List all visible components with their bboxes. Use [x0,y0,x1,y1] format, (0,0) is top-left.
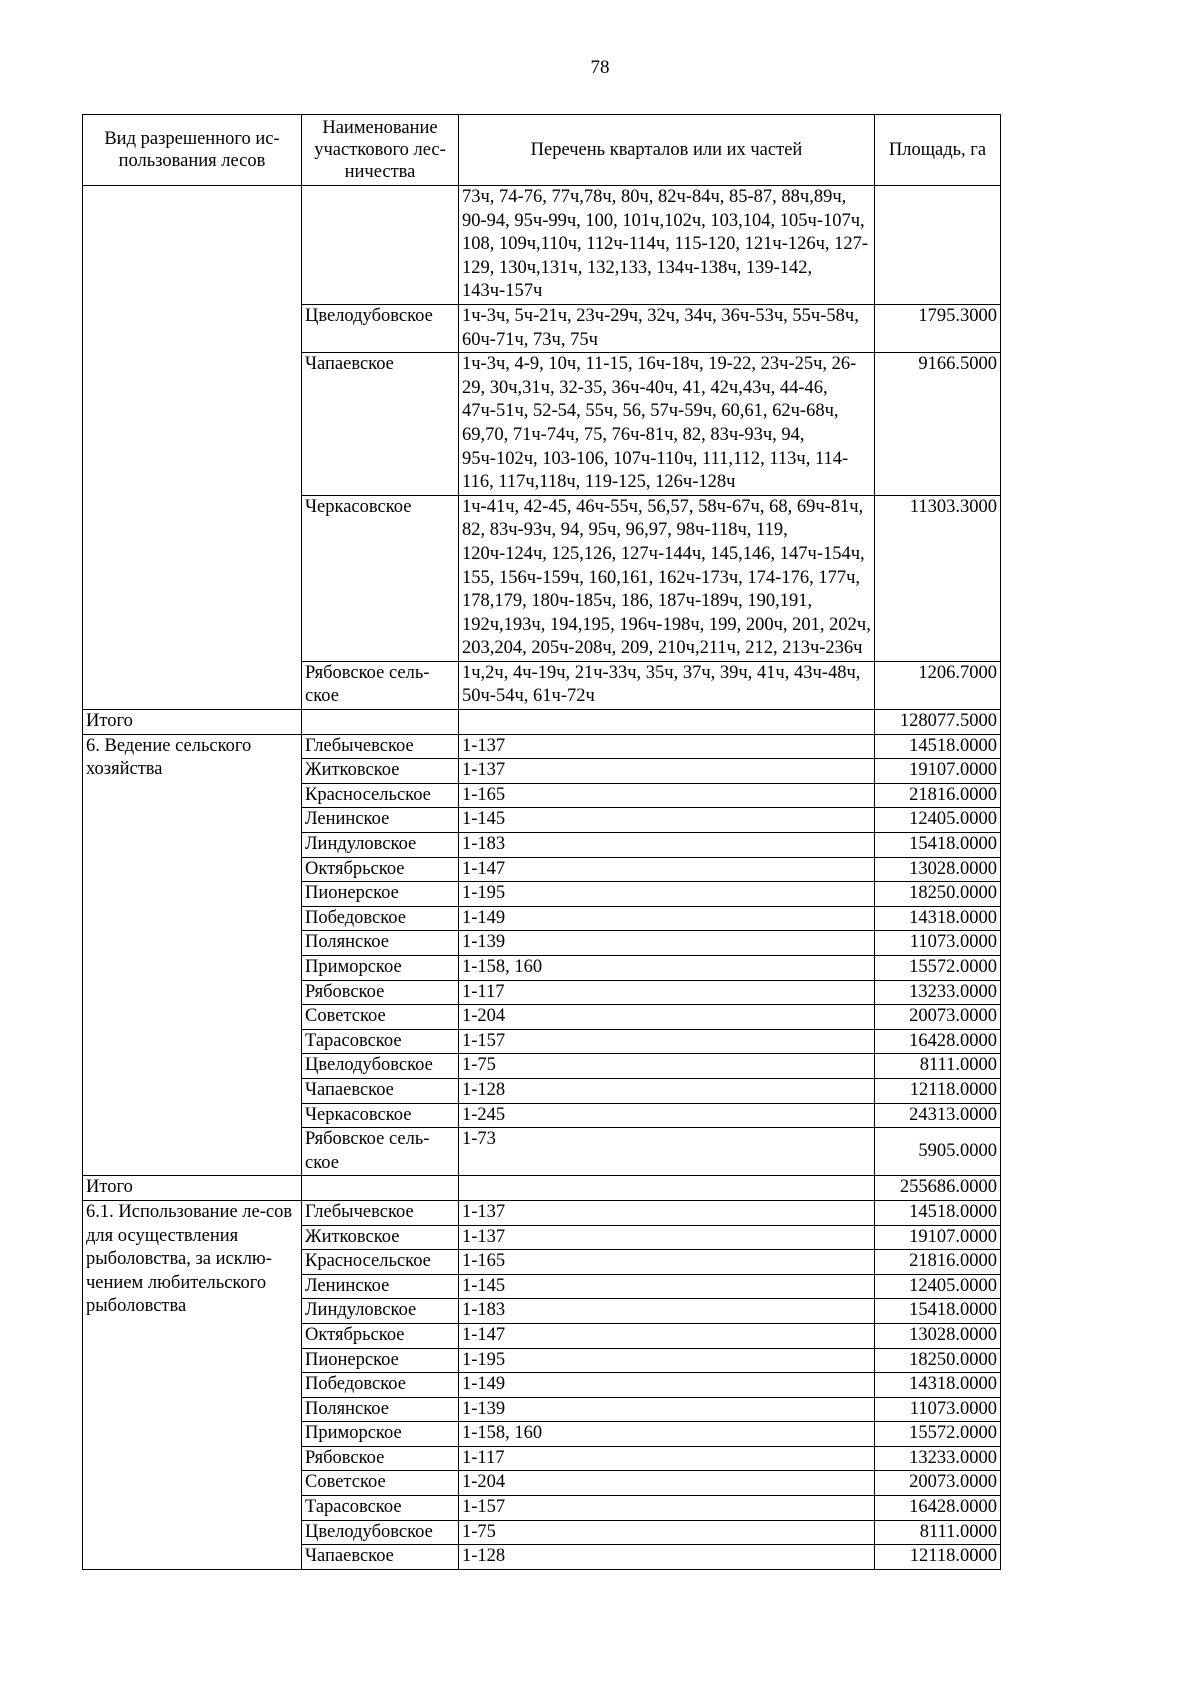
total-area: 255686.0000 [875,1176,1001,1201]
page-number: 78 [590,57,610,78]
forestry-cell: Глебычевское [302,1200,459,1225]
forestry-cell: Житковское [302,1225,459,1250]
quarters-cell: 1-139 [459,1397,875,1422]
area-cell: 24313.0000 [875,1103,1001,1128]
area-cell: 12118.0000 [875,1078,1001,1103]
table-row [83,186,1001,305]
total-row [83,710,1001,735]
forestry-cell: Линдуловское [302,833,459,858]
use-type-cell [83,186,302,710]
area-cell: 13028.0000 [875,857,1001,882]
area-cell [875,186,1001,305]
forestry-cell: Октябрьское [302,1323,459,1348]
quarters-cell: 1ч-41ч, 42-45, 46ч-55ч, 56,57, 58ч-67ч, 68, 69ч-81ч, 82, 83ч-93ч, 94, 95ч, 96,97, 98ч-118ч, 119, 120ч-124ч, 125,126, 127ч-144ч, 145,146, 147ч-154ч, 155, 156ч-159ч, 160,161, 162ч-173ч, 174-176, 177ч, 178,179, 180ч-185ч, 186, 187ч-189ч, 190,191, 192ч,193ч, 194,195, 196ч-198ч, 199, 200ч, 201, 202ч, 203,204, 205ч-208ч, 209, 210ч,211ч, 212, 213ч-236ч [459,495,875,661]
area-cell: 9166.5000 [875,353,1001,496]
area-cell: 1795.3000 [875,304,1001,352]
quarters-cell: 1-145 [459,1274,875,1299]
quarters-cell: 1-157 [459,1029,875,1054]
forestry-cell: Рябовское сель-ское [302,661,459,709]
quarters-cell: 1-158, 160 [459,1422,875,1447]
area-cell: 13028.0000 [875,1323,1001,1348]
header-use-type: Вид разрешенного ис-пользования лесов [83,115,302,186]
area-cell: 11303.3000 [875,495,1001,661]
forestry-cell: Линдуловское [302,1299,459,1324]
quarters-cell: 1-117 [459,980,875,1005]
forestry-cell: Ленинское [302,808,459,833]
forestry-cell: Тарасовское [302,1496,459,1521]
forestry-cell: Рябовское сель-ское [302,1128,459,1176]
total-empty-quarters [459,710,875,735]
forestry-cell: Рябовское [302,1446,459,1471]
forestry-cell: Ленинское [302,1274,459,1299]
forestry-cell: Советское [302,1005,459,1030]
quarters-cell: 1-128 [459,1078,875,1103]
total-empty-forestry [302,1176,459,1201]
table-header-row [83,115,1001,186]
area-cell: 11073.0000 [875,1397,1001,1422]
area-cell: 15418.0000 [875,1299,1001,1324]
quarters-cell: 1-139 [459,931,875,956]
forestry-cell: Житковское [302,759,459,784]
quarters-cell: 1-158, 160 [459,956,875,981]
quarters-cell: 1-204 [459,1471,875,1496]
quarters-cell: 1-149 [459,906,875,931]
quarters-cell: 1-147 [459,1323,875,1348]
forestry-cell: Цвелодубовское [302,1520,459,1545]
quarters-cell: 1-75 [459,1520,875,1545]
area-cell: 15572.0000 [875,956,1001,981]
quarters-cell: 1ч,2ч, 4ч-19ч, 21ч-33ч, 35ч, 37ч, 39ч, 41ч, 43ч-48ч, 50ч-54ч, 61ч-72ч [459,661,875,709]
quarters-cell: 1-195 [459,1348,875,1373]
area-cell: 15418.0000 [875,833,1001,858]
quarters-cell: 1-137 [459,1200,875,1225]
forestry-cell: Чапаевское [302,1078,459,1103]
forestry-cell: Чапаевское [302,1545,459,1570]
quarters-cell: 1-165 [459,1250,875,1275]
total-area: 128077.5000 [875,710,1001,735]
forestry-cell: Черкасовское [302,1103,459,1128]
quarters-cell: 1-204 [459,1005,875,1030]
area-cell: 21816.0000 [875,1250,1001,1275]
quarters-cell: 1-149 [459,1373,875,1398]
area-cell: 11073.0000 [875,931,1001,956]
forest-use-table [82,114,1001,1570]
quarters-cell: 1-117 [459,1446,875,1471]
area-cell: 20073.0000 [875,1471,1001,1496]
forestry-cell: Чапаевское [302,353,459,496]
forestry-cell: Рябовское [302,980,459,1005]
area-cell: 14318.0000 [875,906,1001,931]
area-cell: 13233.0000 [875,1446,1001,1471]
forestry-cell: Приморское [302,956,459,981]
forestry-cell: Пионерское [302,882,459,907]
forestry-cell: Черкасовское [302,495,459,661]
quarters-cell: 1-147 [459,857,875,882]
quarters-cell: 1-75 [459,1054,875,1079]
quarters-cell: 1ч-3ч, 5ч-21ч, 23ч-29ч, 32ч, 34ч, 36ч-53ч, 55ч-58ч, 60ч-71ч, 73ч, 75ч [459,304,875,352]
use-type-cell: 6. Ведение сельского хозяйства [83,734,302,1176]
quarters-cell: 1-183 [459,1299,875,1324]
area-cell: 18250.0000 [875,882,1001,907]
quarters-cell: 1-73 [459,1128,875,1176]
table-body [83,186,1001,1570]
forestry-cell: Красносельское [302,783,459,808]
area-cell: 16428.0000 [875,1029,1001,1054]
forestry-cell: Полянское [302,931,459,956]
forestry-cell [302,186,459,305]
quarters-cell: 1-195 [459,882,875,907]
area-cell: 12405.0000 [875,1274,1001,1299]
area-cell: 13233.0000 [875,980,1001,1005]
header-forestry: Наименование участкового лес-ничества [302,115,459,186]
area-cell: 16428.0000 [875,1496,1001,1521]
header-area: Площадь, га [875,115,1001,186]
use-type-cell: 6.1. Использование ле-сов для осуществления рыболовства, за исклю-чением любительского рыболовства [83,1200,302,1569]
quarters-cell: 73ч, 74-76, 77ч,78ч, 80ч, 82ч-84ч, 85-87, 88ч,89ч, 90-94, 95ч-99ч, 100, 101ч,102ч, 103,104, 105ч-107ч, 108, 109ч,110ч, 112ч-114ч, 115-120, 121ч-126ч, 127-129, 130ч,131ч, 132,133, 134ч-138ч, 139-142, 143ч-157ч [459,186,875,305]
quarters-cell: 1-128 [459,1545,875,1570]
forestry-cell: Полянское [302,1397,459,1422]
forestry-cell: Советское [302,1471,459,1496]
forestry-cell: Цвелодубовское [302,304,459,352]
total-label: Итого [83,710,302,735]
area-cell: 14318.0000 [875,1373,1001,1398]
area-cell: 5905.0000 [875,1128,1001,1176]
area-cell: 8111.0000 [875,1054,1001,1079]
quarters-cell: 1-137 [459,1225,875,1250]
header-quarters: Перечень кварталов или их частей [459,115,875,186]
area-cell: 1206.7000 [875,661,1001,709]
forestry-cell: Победовское [302,906,459,931]
area-cell: 8111.0000 [875,1520,1001,1545]
forestry-cell: Пионерское [302,1348,459,1373]
quarters-cell: 1-245 [459,1103,875,1128]
table-row [83,1200,1001,1225]
total-empty-quarters [459,1176,875,1201]
area-cell: 15572.0000 [875,1422,1001,1447]
area-cell: 14518.0000 [875,734,1001,759]
quarters-cell: 1ч-3ч, 4-9, 10ч, 11-15, 16ч-18ч, 19-22, 23ч-25ч, 26-29, 30ч,31ч, 32-35, 36ч-40ч, 41, 42ч,43ч, 44-46, 47ч-51ч, 52-54, 55ч, 56, 57ч-59ч, 60,61, 62ч-68ч, 69,70, 71ч-74ч, 75, 76ч-81ч, 82, 83ч-93ч, 94, 95ч-102ч, 103-106, 107ч-110ч, 111,112, 113ч, 114-116, 117ч,118ч, 119-125, 126ч-128ч [459,353,875,496]
forestry-cell: Цвелодубовское [302,1054,459,1079]
quarters-cell: 1-165 [459,783,875,808]
quarters-cell: 1-157 [459,1496,875,1521]
area-cell: 21816.0000 [875,783,1001,808]
area-cell: 18250.0000 [875,1348,1001,1373]
quarters-cell: 1-183 [459,833,875,858]
total-row [83,1176,1001,1201]
forestry-cell: Октябрьское [302,857,459,882]
table-row [83,734,1001,759]
forestry-cell: Приморское [302,1422,459,1447]
forestry-cell: Красносельское [302,1250,459,1275]
area-cell: 19107.0000 [875,759,1001,784]
area-cell: 19107.0000 [875,1225,1001,1250]
total-empty-forestry [302,710,459,735]
area-cell: 12118.0000 [875,1545,1001,1570]
quarters-cell: 1-145 [459,808,875,833]
area-cell: 12405.0000 [875,808,1001,833]
forestry-cell: Победовское [302,1373,459,1398]
forestry-cell: Тарасовское [302,1029,459,1054]
forestry-cell: Глебычевское [302,734,459,759]
area-cell: 14518.0000 [875,1200,1001,1225]
quarters-cell: 1-137 [459,759,875,784]
quarters-cell: 1-137 [459,734,875,759]
total-label: Итого [83,1176,302,1201]
area-cell: 20073.0000 [875,1005,1001,1030]
